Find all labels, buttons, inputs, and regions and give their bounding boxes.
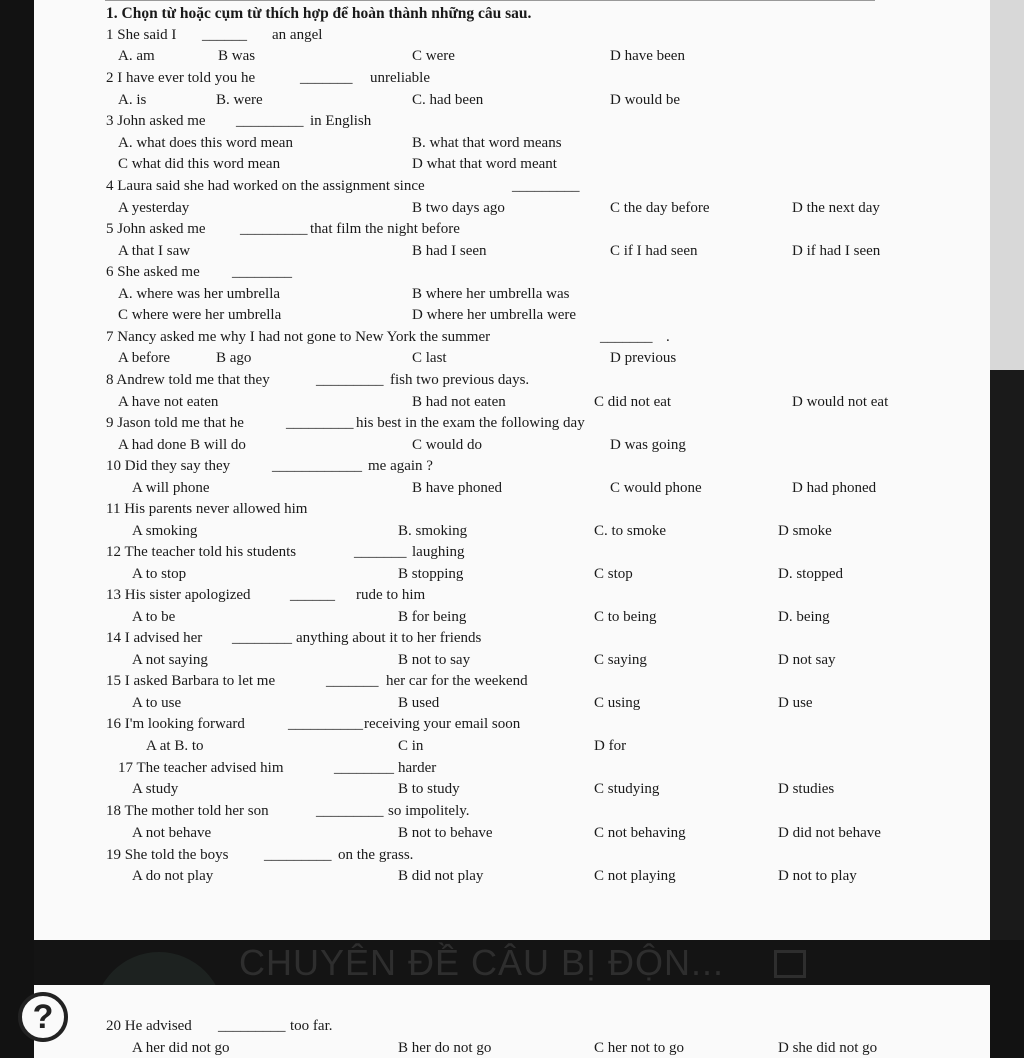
option-a: A will phone (132, 480, 210, 496)
option-b: B had I seen (412, 243, 487, 259)
option-b: B her do not go (398, 1040, 492, 1056)
question-stem: 19 She told the boys (106, 847, 229, 863)
option-a: A not behave (132, 825, 212, 841)
option-d: D was going (610, 437, 686, 453)
question-tail: anything about it to her friends (296, 630, 482, 646)
answer-blank: ____________ (272, 458, 362, 474)
option-b: B two days ago (412, 200, 505, 216)
option-b: B. were (216, 92, 263, 108)
option-a: A her did not go (132, 1040, 230, 1056)
question-tail: her car for the weekend (386, 673, 528, 689)
question-tail: fish two previous days. (390, 372, 530, 388)
related-banner[interactable] (34, 940, 990, 985)
option-c: C. had been (412, 92, 484, 108)
option-d: D smoke (778, 523, 832, 539)
option-c: C where were her umbrella (118, 307, 282, 323)
option-a: A. am (118, 48, 155, 64)
option-c: C her not to go (594, 1040, 684, 1056)
question-tail: on the grass. (338, 847, 414, 863)
question-stem: 14 I advised her (106, 630, 203, 646)
option-c: C to being (594, 609, 657, 625)
question-stem: 2 I have ever told you he (106, 70, 256, 86)
question-tail: unreliable (370, 70, 430, 86)
banner-avatar (94, 952, 224, 985)
option-c: C in (398, 738, 424, 754)
option-d: D. being (778, 609, 830, 625)
option-a: A do not play (132, 868, 214, 884)
banner-title[interactable]: CHUYÊN ĐỀ CÂU BỊ ĐỘN... (239, 942, 725, 983)
question-tail: harder (398, 760, 437, 776)
question-tail: receiving your email soon (364, 716, 521, 732)
option-d: D if had I seen (792, 243, 881, 259)
option-c: C would phone (610, 480, 702, 496)
option-d: D not say (778, 652, 836, 668)
question-stem: 4 Laura said she had worked on the assignment since (106, 178, 425, 194)
scrollbar-thumb[interactable] (990, 0, 1024, 370)
question-tail: an angel (272, 27, 323, 43)
option-d: D use (778, 695, 813, 711)
option-a: A that I saw (118, 243, 191, 259)
top-rule (105, 0, 875, 1)
option-c: C. to smoke (594, 523, 667, 539)
question-stem: 16 I'm looking forward (106, 716, 245, 732)
answer-blank: ________ (232, 630, 292, 646)
question-stem: 13 His sister apologized (106, 587, 251, 603)
help-icon[interactable]: ? (18, 992, 68, 1042)
option-c: C would do (412, 437, 483, 453)
scrollbar[interactable] (990, 0, 1024, 940)
option-c: C last (412, 350, 447, 366)
question-stem: 20 He advised (106, 1018, 192, 1034)
question-tail: rude to him (356, 587, 426, 603)
option-a: A to be (132, 609, 176, 625)
option-c: C not behaving (594, 825, 686, 841)
option-c: C using (594, 695, 641, 711)
option-b: B for being (398, 609, 467, 625)
answer-blank: _________ (286, 415, 354, 431)
answer-blank: _________ (512, 178, 580, 194)
option-a: A have not eaten (118, 394, 219, 410)
question-stem: 7 Nancy asked me why I had not gone to New York the summer (106, 329, 491, 345)
option-b: B ago (216, 350, 252, 366)
page-title: 1. Chọn từ hoặc cụm từ thích hợp để hoàn thành những câu sau. (106, 5, 532, 22)
question-stem: 9 Jason told me that he (106, 415, 244, 431)
question-stem: 18 The mother told her son (106, 803, 269, 819)
option-a: A study (132, 781, 179, 797)
question-stem: 3 John asked me (106, 113, 206, 129)
option-b: B have phoned (412, 480, 502, 496)
answer-blank: _________ (236, 113, 304, 129)
answer-blank: _________ (264, 847, 332, 863)
option-a: A. what does this word mean (118, 135, 293, 151)
option-d: D studies (778, 781, 835, 797)
option-a: A to use (132, 695, 182, 711)
question-tail: laughing (412, 544, 465, 560)
question-tail: so impolitely. (388, 803, 470, 819)
question-stem: 8 Andrew told me that they (106, 372, 270, 388)
question-stem: 15 I asked Barbara to let me (106, 673, 276, 689)
option-d: D what that word meant (412, 156, 557, 172)
option-a: A at B. to (146, 738, 204, 754)
option-d: D have been (610, 48, 685, 64)
option-c: C studying (594, 781, 660, 797)
option-b: B stopping (398, 566, 464, 582)
question-stem: 5 John asked me (106, 221, 206, 237)
option-c: C did not eat (594, 394, 672, 410)
question-stem: 1 She said I (106, 27, 177, 43)
option-c: C saying (594, 652, 647, 668)
option-d: D where her umbrella were (412, 307, 577, 323)
option-a: A smoking (132, 523, 198, 539)
option-d: D. stopped (778, 566, 843, 582)
option-b: B where her umbrella was (412, 286, 570, 302)
option-d: D would be (610, 92, 680, 108)
question-tail: in English (310, 113, 372, 129)
answer-blank: _______ (326, 673, 379, 689)
option-d: D the next day (792, 200, 880, 216)
option-c: C stop (594, 566, 633, 582)
question-tail: that film the night before (310, 221, 460, 237)
option-d: D had phoned (792, 480, 877, 496)
question-tail: his best in the exam the following day (356, 415, 585, 431)
option-b: B was (218, 48, 256, 64)
option-b: B not to behave (398, 825, 493, 841)
question-tail: too far. (290, 1018, 333, 1034)
question-stem: 12 The teacher told his students (106, 544, 297, 560)
option-a: A. where was her umbrella (118, 286, 281, 302)
option-d: D did not behave (778, 825, 881, 841)
option-c: C what did this word mean (118, 156, 281, 172)
question-tail: me again ? (368, 458, 433, 474)
option-c: C if I had seen (610, 243, 698, 259)
option-a: A not saying (132, 652, 208, 668)
answer-blank: _______ (300, 70, 353, 86)
answer-blank: _________ (240, 221, 308, 237)
option-a: A yesterday (118, 200, 190, 216)
option-b: B had not eaten (412, 394, 506, 410)
document-icon (774, 950, 806, 978)
option-d: D she did not go (778, 1040, 878, 1056)
option-b: B. what that word means (412, 135, 562, 151)
option-b: B not to say (398, 652, 471, 668)
question-stem: 10 Did they say they (106, 458, 231, 474)
answer-blank: _______ (354, 544, 407, 560)
answer-blank: ______ (290, 587, 335, 603)
option-d: D for (594, 738, 627, 754)
option-a: A. is (118, 92, 147, 108)
answer-blank: _________ (218, 1018, 286, 1034)
option-a: A to stop (132, 566, 187, 582)
option-b: B. smoking (398, 523, 468, 539)
answer-blank: _______ (600, 329, 653, 345)
option-b: B used (398, 695, 440, 711)
answer-blank: __________ (288, 716, 363, 732)
question-stem: 11 His parents never allowed him (106, 501, 308, 517)
answer-blank: _________ (316, 803, 384, 819)
question-tail: . (666, 329, 670, 345)
option-d: D not to play (778, 868, 857, 884)
question-stem: 6 She asked me (106, 264, 200, 280)
answer-blank: ______ (202, 27, 247, 43)
option-d: D previous (610, 350, 677, 366)
option-a: A before (118, 350, 171, 366)
question-stem: 17 The teacher advised him (118, 760, 284, 776)
option-b: B to study (398, 781, 460, 797)
answer-blank: ________ (232, 264, 292, 280)
option-b: B did not play (398, 868, 484, 884)
option-a: A had done B will do (118, 437, 246, 453)
option-d: D would not eat (792, 394, 889, 410)
option-c: C not playing (594, 868, 676, 884)
option-c: C were (412, 48, 455, 64)
answer-blank: ________ (334, 760, 394, 776)
option-c: C the day before (610, 200, 710, 216)
answer-blank: _________ (316, 372, 384, 388)
